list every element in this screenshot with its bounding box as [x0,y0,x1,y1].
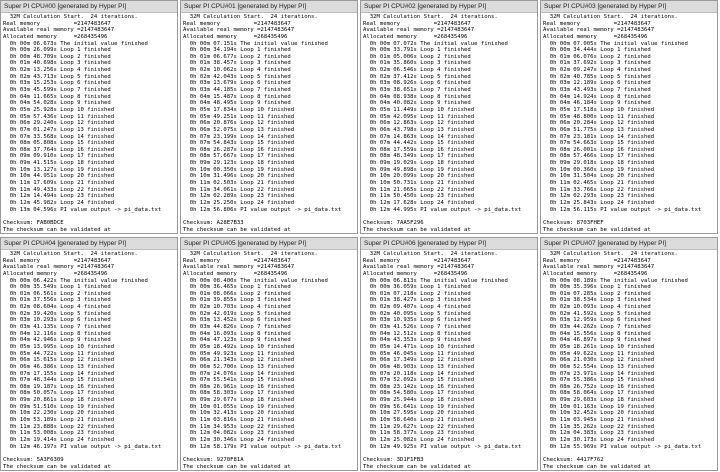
log-line: 0h 00m 35.549s Loop 1 finished [3,284,111,291]
log-line: 0h 12m 04.082s Loop 23 finished [183,430,295,437]
log-line: 0h 10m 20.099s Loop 20 finished [363,173,475,180]
log-line: 0h 09m 29.018s Loop 18 finished [543,160,655,167]
log-line: 0h 05m 13.995s Loop 10 finished [3,343,115,350]
log-line: 0h 07m 44.442s Loop 15 finished [363,140,475,147]
header-line: Real memory =2147483647 [363,257,471,264]
log-line: 0h 11m 02.465s Loop 21 finished [543,180,655,187]
log-line: 0h 07m 55.541s Loop 15 finished [183,377,295,384]
log-line: 0h 00m 36.059s Loop 1 finished [363,284,471,291]
log-line: 0h 03m 45.599s Loop 7 finished [3,87,111,94]
validation-line: The checksum can be validated at [543,226,651,232]
header-line: Available real memory =2147483647 [543,27,655,34]
log-line: 0h 10m 22.230s Loop 20 finished [3,410,115,417]
log-line: 0h 08m 57.667s Loop 17 finished [183,153,295,160]
log-line: 0h 11m 23.888s Loop 22 finished [3,423,115,430]
log-line: 0h 01m 35.860s Loop 3 finished [363,60,471,67]
header-line: Real memory =2147483647 [3,20,111,27]
validation-line: The checksum can be validated at [183,226,291,232]
log-line: 0h 00m 07.151s The initial value finished [183,40,328,47]
log-line: 0h 09m 25.944s Loop 18 finished [363,397,475,404]
log-line: 0h 08m 26.961s Loop 16 finished [183,383,295,390]
validation-line: The checksum can be validated at [183,463,291,469]
log-line: 0h 02m 39.420s Loop 5 finished [3,310,111,317]
log-line: 0h 04m 16.093s Loop 8 finished [183,330,291,337]
console-output [543,14,716,232]
log-line: 0h 08m 26.752s Loop 16 finished [543,383,655,390]
log-line: 0h 12m 19.414s Loop 24 finished [3,436,115,443]
log-line: 0h 06m 20.284s Loop 12 finished [543,120,655,127]
console-output [363,251,536,469]
log-line: 0h 10m 44.951s Loop 20 finished [3,173,115,180]
log-line: 0h 00m 48.709s Loop 2 finished [3,53,111,60]
log-line: 0h 08m 26.001s Loop 16 finished [543,146,655,153]
console-output [363,14,536,232]
log-line: 0h 08m 26.287s Loop 16 finished [183,146,295,153]
log-line: 0h 12m 14.494s Loop 23 finished [3,193,115,200]
log-line: 0h 02m 06.546s Loop 4 finished [363,67,471,74]
log-line: 0h 00m 35.396s Loop 1 finished [543,284,651,291]
log-line: 0h 07m 23.199s Loop 14 finished [183,133,295,140]
header-line: Real memory =2147483647 [183,257,291,264]
validation-line: The checksum can be validated at [363,226,471,232]
log-line: 0h 05m 57.436s Loop 11 finished [3,113,115,120]
log-line: 0h 01m 38.534s Loop 3 finished [543,297,651,304]
log-line: 0h 02m 08.604s Loop 4 finished [3,304,111,311]
log-line: 0h 08m 37.764s Loop 16 finished [3,146,115,153]
log-line: 0h 01m 38.427s Loop 3 finished [363,297,471,304]
window-titlebar[interactable]: Super PI CPU#05 [generated by Hyper PI] [181,238,357,250]
log-line: 0h 02m 40.095s Loop 5 finished [363,310,471,317]
blank-line [3,450,176,457]
console-output [183,14,356,232]
checksum-line: Checksum: 9270F81A [183,456,244,463]
log-line: 0h 11m 02.503s Loop 21 finished [183,180,295,187]
header-line: Available real memory =2147483647 [363,27,475,34]
log-line: 0h 06m 51.775s Loop 13 finished [543,126,655,133]
console-output [3,14,176,232]
log-line: 0h 06m 52.700s Loop 13 finished [183,363,295,370]
blank-line [543,450,716,457]
validation-line: The checksum can be validated at [543,463,651,469]
log-line: 0h 04m 43.353s Loop 9 finished [363,337,471,344]
window-titlebar[interactable]: Super PI CPU#04 [generated by Hyper PI] [1,238,177,250]
log-line: 0h 08m 58.064s Loop 17 finished [543,390,655,397]
log-line: 0h 06m 29.240s Loop 12 finished [3,120,115,127]
log-line: 0h 02m 40.785s Loop 5 finished [543,73,651,80]
log-line: 0h 06m 46.386s Loop 13 finished [3,363,115,370]
log-line: 0h 04m 12.116s Loop 8 finished [3,330,111,337]
log-line: 0h 11m 03.816s Loop 21 finished [183,417,295,424]
log-line: 0h 11m 03.945s Loop 21 finished [543,417,655,424]
log-line: 0h 01m 40.698s Loop 3 finished [3,60,111,67]
log-line: 0h 10m 00.360s Loop 19 finished [543,166,655,173]
log-line: 0h 05m 49.923s Loop 11 finished [183,350,295,357]
window-titlebar[interactable]: Super PI CPU#03 [generated by Hyper PI] [541,1,717,13]
log-line: 0h 10m 32.452s Loop 20 finished [543,410,655,417]
log-line: 0h 02m 09.407s Loop 4 finished [363,304,471,311]
log-line: 0h 07m 20.118s Loop 14 finished [363,370,475,377]
log-line: 0h 05m 48.800s Loop 11 finished [543,113,655,120]
superpi-window-cpu5[interactable] [180,237,358,471]
log-line: 0h 12m 44.995s PI value output -> pi_data.txt [363,206,522,213]
log-line: 0h 02m 41.592s Loop 5 finished [543,310,651,317]
log-line: 0h 06m 21.030s Loop 12 finished [543,357,655,364]
header-line: Real memory =2147483647 [183,20,291,27]
log-line: 0h 02m 10.093s Loop 4 finished [543,304,651,311]
log-line: 0h 00m 36.465s Loop 1 finished [183,284,291,291]
log-line: 0h 12m 58.179s PI value output -> pi_data.txt [183,443,342,450]
validation-line: The checksum can be validated at [363,463,471,469]
log-line: 0h 10m 01.163s Loop 19 finished [543,403,655,410]
log-line: 0h 11m 33.766s Loop 22 finished [543,186,655,193]
log-line: 0h 08m 23.142s Loop 16 finished [363,383,475,390]
console-output [3,251,176,469]
log-line: 0h 03m 12.959s Loop 6 finished [543,317,651,324]
log-line: 0h 04m 48.495s Loop 9 finished [183,100,291,107]
log-line: 0h 03m 10.935s Loop 6 finished [363,317,471,324]
log-line: 0h 10m 27.595s Loop 20 finished [363,410,475,417]
header-line: Allocated memory =268435496 [183,33,288,40]
log-line: 0h 12m 56.115s PI value output -> pi_data.txt [543,206,702,213]
log-line: 0h 06m 20.876s Loop 12 finished [183,120,295,127]
log-line: 0h 03m 41.135s Loop 7 finished [3,324,111,331]
log-line: 0h 07m 01.247s Loop 13 finished [3,126,115,133]
log-line: 0h 07m 24.076s Loop 14 finished [183,370,295,377]
superpi-window-cpu6[interactable] [360,237,538,471]
log-line: 0h 07m 55.386s Loop 15 finished [543,377,655,384]
log-line: 0h 03m 13.679s Loop 6 finished [183,80,291,87]
log-line: 0h 00m 33.791s Loop 1 finished [363,47,471,54]
log-line: 0h 05m 14.471s Loop 10 finished [363,343,475,350]
log-line: 0h 01m 07.218s Loop 2 finished [363,290,471,297]
log-line: 0h 10m 32.413s Loop 20 finished [183,410,295,417]
log-line: 0h 11m 34.061s Loop 22 finished [183,186,295,193]
log-line: 0h 05m 44.722s Loop 11 finished [3,350,115,357]
console-output [183,251,356,469]
log-line: 0h 07m 54.663s Loop 15 finished [543,140,655,147]
log-line: 0h 11m 29.627s Loop 22 finished [363,423,475,430]
log-line: 0h 09m 51.510s Loop 19 finished [3,403,115,410]
window-titlebar[interactable]: Super PI CPU#02 [generated by Hyper PI] [361,1,537,13]
log-line: 0h 01m 06.076s Loop 2 finished [543,53,651,60]
log-line: 0h 06m 48.903s Loop 13 finished [363,363,475,370]
log-line: 0h 12m 04.383s Loop 23 finished [543,430,655,437]
header-line: 32M Calculation Start. 24 iterations. [543,14,678,20]
log-line: 0h 04m 46.897s Loop 9 finished [543,337,651,344]
blank-line [363,213,536,220]
header-line: Available real memory =2147483647 [363,264,475,271]
blank-line [183,213,356,220]
log-line: 0h 12m 25.082s Loop 24 finished [363,436,475,443]
log-line: 0h 05m 18.492s Loop 10 finished [183,343,295,350]
log-line: 0h 01m 38.457s Loop 3 finished [183,60,291,67]
log-line: 0h 04m 47.123s Loop 9 finished [183,337,291,344]
log-line: 0h 00m 07.005s The initial value finished [543,40,688,47]
log-line: 0h 04m 46.184s Loop 9 finished [543,100,651,107]
log-line: 0h 11m 53.008s Loop 23 finished [3,430,115,437]
log-line: 0h 03m 10.293s Loop 6 finished [3,317,111,324]
log-line: 0h 12m 30.346s Loop 24 finished [183,436,295,443]
header-line: 32M Calculation Start. 24 iterations. [183,251,318,257]
blank-line [183,450,356,457]
header-line: Allocated memory =268435496 [3,270,108,277]
window-titlebar[interactable]: Super PI CPU#06 [generated by Hyper PI] [361,238,537,250]
log-line: 0h 04m 15.556s Loop 8 finished [543,330,651,337]
log-line: 0h 00m 06.422s The initial value finished [3,277,148,284]
header-line: Available real memory =2147483647 [3,264,115,271]
log-line: 0h 04m 14.924s Loop 8 finished [543,93,651,100]
log-line: 0h 12m 17.628s Loop 24 finished [363,199,475,206]
header-line: Available real memory =2147483647 [183,27,295,34]
log-line: 0h 05m 18.261s Loop 10 finished [543,343,655,350]
log-line: 0h 08m 17.559s Loop 16 finished [363,146,475,153]
log-line: 0h 04m 40.082s Loop 9 finished [363,100,471,107]
log-line: 0h 02m 09.247s Loop 4 finished [543,67,651,74]
log-line: 0h 11m 34.953s Loop 22 finished [183,423,295,430]
log-line: 0h 00m 06.673s The initial value finished [3,40,148,47]
log-line: 0h 08m 57.466s Loop 17 finished [543,153,655,160]
console-output [543,251,716,469]
log-line: 0h 12m 55.969s PI value output -> pi_data.txt [543,443,702,450]
log-line: 0h 04m 08.938s Loop 8 finished [363,93,471,100]
log-line: 0h 07m 33.568s Loop 14 finished [3,133,115,140]
log-line: 0h 11m 49.433s Loop 22 finished [3,186,115,193]
header-line: Allocated memory =268435496 [543,33,648,40]
header-line: Allocated memory =268435496 [363,270,468,277]
log-line: 0h 02m 42.043s Loop 5 finished [183,73,291,80]
log-line: 0h 11m 50.450s Loop 23 finished [363,193,475,200]
log-line: 0h 12m 25.250s Loop 24 finished [183,199,295,206]
log-line: 0h 11m 35.262s Loop 22 finished [543,423,655,430]
superpi-window-cpu0[interactable] [0,0,178,234]
log-line: 0h 12m 49.925s PI value output -> pi_data.txt [363,443,522,450]
log-line: 0h 05m 17.518s Loop 10 finished [543,106,655,113]
log-line: 0h 01m 08.066s Loop 2 finished [183,290,291,297]
header-line: 32M Calculation Start. 24 iterations. [363,251,498,257]
header-line: Real memory =2147483647 [363,20,471,27]
blank-line [3,213,176,220]
log-line: 0h 01m 39.855s Loop 3 finished [183,297,291,304]
log-line: 0h 07m 52.092s Loop 15 finished [363,377,475,384]
log-line: 0h 03m 41.526s Loop 7 finished [363,324,471,331]
log-line: 0h 02m 13.256s Loop 4 finished [3,67,111,74]
log-line: 0h 12m 25.843s Loop 24 finished [543,199,655,206]
log-line: 0h 03m 44.262s Loop 7 finished [543,324,651,331]
log-line: 0h 09m 19.029s Loop 18 finished [363,160,475,167]
log-line: 0h 02m 10.703s Loop 4 finished [183,304,291,311]
log-line: 0h 00m 07.072s The initial value finished [363,40,508,47]
log-line: 0h 00m 08.400s The initial value finished [183,277,328,284]
window-titlebar[interactable]: Super PI CPU#01 [generated by Hyper PI] [181,1,357,13]
header-line: Real memory =2147483647 [3,257,111,264]
log-line: 0h 03m 15.253s Loop 6 finished [3,80,111,87]
log-line: 0h 12m 56.806s PI value output -> pi_data.txt [183,206,342,213]
checksum-line: Checksum: 5A3F6309 [3,456,64,463]
log-line: 0h 08m 48.349s Loop 17 finished [363,153,475,160]
log-line: 0h 04m 54.028s Loop 9 finished [3,100,111,107]
log-line: 0h 02m 10.062s Loop 4 finished [183,67,291,74]
log-line: 0h 06m 52.554s Loop 13 finished [543,363,655,370]
log-line: 0h 00m 06.813s The initial value finished [363,277,508,284]
superpi-window-cpu7[interactable] [540,237,718,471]
header-line: 32M Calculation Start. 24 iterations. [3,251,138,257]
log-line: 0h 08m 58.303s Loop 17 finished [183,390,295,397]
log-line: 0h 04m 15.487s Loop 8 finished [183,93,291,100]
log-line: 0h 07m 23.181s Loop 14 finished [543,133,655,140]
log-line: 0h 03m 43.493s Loop 7 finished [543,87,651,94]
log-line: 0h 10m 58.640s Loop 21 finished [363,417,475,424]
blank-line [543,213,716,220]
log-line: 0h 04m 12.512s Loop 8 finished [363,330,471,337]
log-line: 0h 08m 54.580s Loop 17 finished [363,390,475,397]
log-line: 0h 03m 44.826s Loop 7 finished [183,324,291,331]
window-titlebar[interactable]: Super PI CPU#07 [generated by Hyper PI] [541,238,717,250]
log-line: 0h 03m 38.651s Loop 7 finished [363,87,471,94]
log-line: 0h 09m 49.898s Loop 19 finished [363,166,475,173]
validation-line: The checksum can be validated at [3,226,111,232]
log-line: 0h 09m 29.677s Loop 18 finished [183,397,295,404]
log-line: 0h 03m 12.189s Loop 6 finished [543,80,651,87]
log-line: 0h 06m 12.863s Loop 12 finished [363,120,475,127]
log-line: 0h 06m 21.343s Loop 12 finished [183,357,295,364]
header-line: Real memory =2147483647 [543,20,651,27]
log-line: 0h 10m 01.055s Loop 19 finished [183,403,295,410]
log-line: 0h 05m 17.834s Loop 10 finished [183,106,295,113]
log-line: 0h 09m 41.515s Loop 18 finished [3,160,115,167]
checksum-line: Checksum: A28E7B33 [183,219,244,226]
log-line: 0h 09m 29.603s Loop 18 finished [543,397,655,404]
log-line: 0h 12m 02.289s Loop 23 finished [183,193,295,200]
header-line: Allocated memory =268435496 [3,33,108,40]
header-line: 32M Calculation Start. 24 iterations. [3,14,138,20]
checksum-line: Checksum: 3D1F1FB3 [363,456,424,463]
log-line: 0h 11m 58.377s Loop 23 finished [363,430,475,437]
header-line: 32M Calculation Start. 24 iterations. [183,14,318,20]
log-line: 0h 01m 37.556s Loop 3 finished [3,297,111,304]
log-line: 0h 01m 37.692s Loop 3 finished [543,60,651,67]
log-line: 0h 01m 06.561s Loop 2 finished [3,290,111,297]
log-line: 0h 09m 29.123s Loop 18 finished [183,160,295,167]
log-line: 0h 00m 34.194s Loop 1 finished [183,47,291,54]
header-line: Available real memory =2147483647 [3,27,115,34]
log-line: 0h 06m 52.075s Loop 13 finished [183,126,295,133]
superpi-window-cpu2[interactable] [360,0,538,234]
header-line: Real memory =2147483647 [543,257,651,264]
log-line: 0h 12m 46.197s PI value output -> pi_data.txt [3,443,162,450]
log-line: 0h 05m 49.622s Loop 11 finished [543,350,655,357]
log-line: 0h 06m 17.349s Loop 12 finished [363,357,475,364]
log-line: 0h 05m 46.045s Loop 11 finished [363,350,475,357]
log-line: 0h 07m 48.344s Loop 15 finished [3,377,115,384]
log-line: 0h 00m 08.189s The initial value finished [543,277,688,284]
log-line: 0h 11m 17.609s Loop 21 finished [3,180,115,187]
log-line: 0h 09m 09.910s Loop 17 finished [3,153,115,160]
log-line: 0h 05m 42.095s Loop 11 finished [363,113,475,120]
log-line: 0h 01m 07.285s Loop 2 finished [543,290,651,297]
log-line: 0h 02m 37.412s Loop 5 finished [363,73,471,80]
log-line: 0h 08m 19.187s Loop 16 finished [3,383,115,390]
log-line: 0h 07m 17.155s Loop 14 finished [3,370,115,377]
header-line: 32M Calculation Start. 24 iterations. [363,14,498,20]
log-line: 0h 01m 05.006s Loop 2 finished [363,53,471,60]
log-line: 0h 00m 26.099s Loop 1 finished [3,47,111,54]
log-line: 0h 10m 13.127s Loop 19 finished [3,166,115,173]
log-line: 0h 03m 08.926s Loop 6 finished [363,80,471,87]
log-line: 0h 07m 23.971s Loop 14 finished [543,370,655,377]
log-line: 0h 02m 42.019s Loop 5 finished [183,310,291,317]
checksum-line: Checksum: 8703FHEF [543,219,604,226]
log-line: 0h 09m 20.861s Loop 18 finished [3,397,115,404]
checksum-line: Checksum: 4417F762 [543,456,604,463]
header-line: Allocated memory =268435496 [543,270,648,277]
header-line: Allocated memory =268435496 [183,270,288,277]
log-line: 0h 12m 02.293s Loop 23 finished [543,193,655,200]
log-line: 0h 06m 43.798s Loop 13 finished [363,126,475,133]
log-line: 0h 04m 42.946s Loop 9 finished [3,337,111,344]
log-line: 0h 07m 14.863s Loop 14 finished [363,133,475,140]
log-line: 0h 08m 50.057s Loop 17 finished [3,390,115,397]
validation-line: The checksum can be validated at [3,463,111,469]
log-line: 0h 10m 31.504s Loop 20 finished [543,173,655,180]
checksum-line: Checksum: 7AA5F296 [363,219,424,226]
log-line: 0h 03m 44.185s Loop 7 finished [183,87,291,94]
log-line: 0h 05m 11.449s Loop 10 finished [363,106,475,113]
log-line: 0h 11m 21.065s Loop 22 finished [363,186,475,193]
log-line: 0h 05m 49.251s Loop 11 finished [183,113,295,120]
log-line: 0h 12m 45.982s Loop 24 finished [3,199,115,206]
log-line: 0h 08m 05.808s Loop 15 finished [3,140,115,147]
log-line: 0h 13m 04.596s PI value output -> pi_data.txt [3,206,162,213]
log-line: 0h 00m 34.444s Loop 1 finished [543,47,651,54]
superpi-window-cpu3[interactable] [540,0,718,234]
header-line: 32M Calculation Start. 24 iterations. [543,251,678,257]
window-titlebar[interactable]: Super PI CPU#00 [generated by Hyper PI] [1,1,177,13]
header-line: Allocated memory =268435496 [363,33,468,40]
log-line: 0h 01m 06.677s Loop 2 finished [183,53,291,60]
log-line: 0h 04m 11.665s Loop 8 finished [3,93,111,100]
header-line: Available real memory =2147483647 [543,264,655,271]
log-line: 0h 06m 15.615s Loop 12 finished [3,357,115,364]
checksum-line: Checksum: FAB0BDCE [3,219,64,226]
log-line: 0h 09m 56.641s Loop 19 finished [363,403,475,410]
log-line: 0h 02m 43.713s Loop 5 finished [3,73,111,80]
log-line: 0h 10m 00.350s Loop 19 finished [183,166,295,173]
log-line: 0h 07m 54.843s Loop 15 finished [183,140,295,147]
blank-line [363,450,536,457]
log-line: 0h 05m 25.928s Loop 10 finished [3,106,115,113]
log-line: 0h 10m 50.731s Loop 21 finished [363,180,475,187]
log-line: 0h 10m 31.496s Loop 20 finished [183,173,295,180]
log-line: 0h 12m 30.173s Loop 24 finished [543,436,655,443]
superpi-window-cpu4[interactable] [0,237,178,471]
superpi-window-cpu1[interactable] [180,0,358,234]
header-line: Available real memory =2147483647 [183,264,295,271]
log-line: 0h 10m 53.189s Loop 21 finished [3,417,115,424]
log-line: 0h 03m 13.452s Loop 6 finished [183,317,291,324]
